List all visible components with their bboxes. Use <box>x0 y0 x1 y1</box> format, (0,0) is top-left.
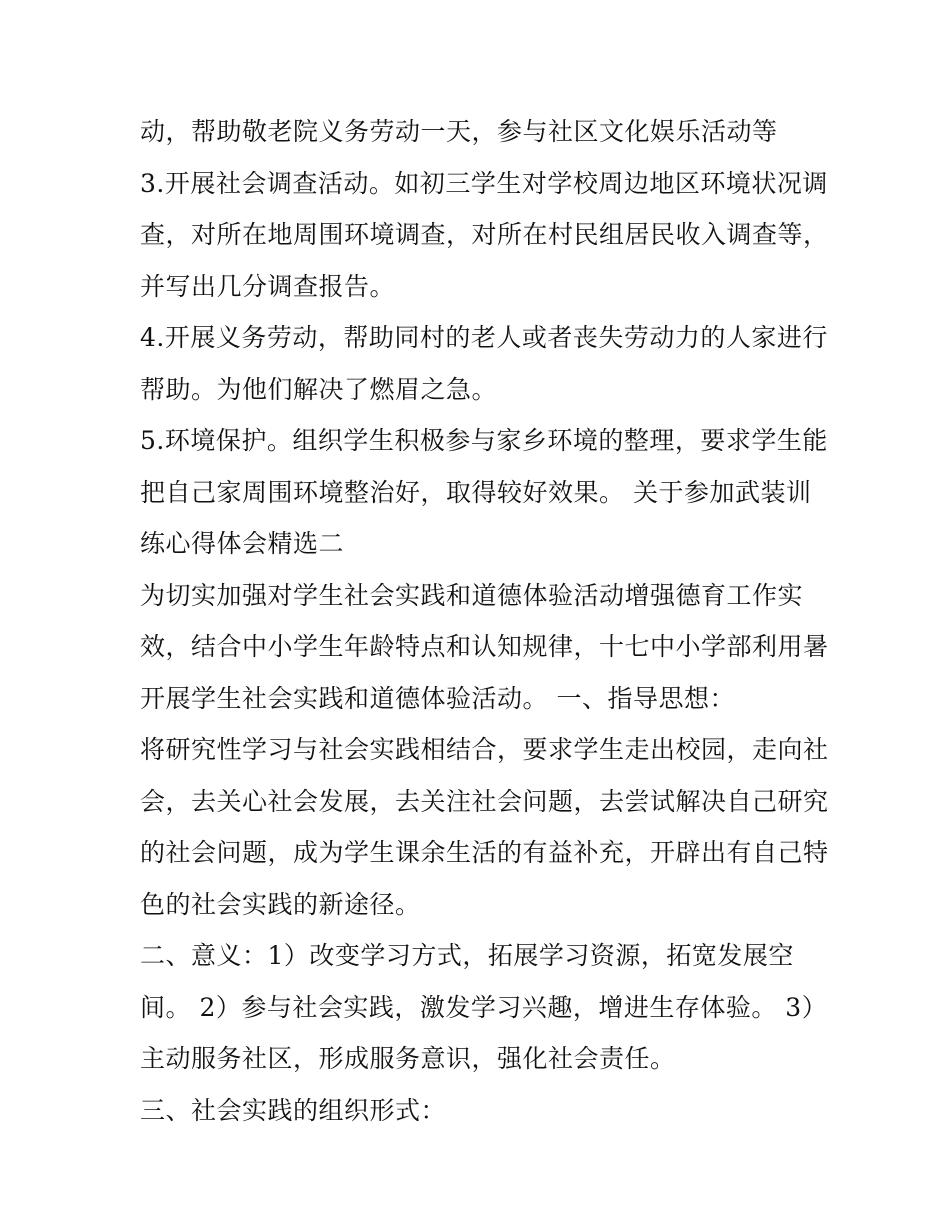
text-line: 将研究性学习与社会实践相结合，要求学生走出校园，走向社 <box>140 735 829 764</box>
text-line: 会，去关心社会发展，去关注社会问题，去尝试解决自己研究 <box>140 786 829 816</box>
text-line: 的社会问题，成为学生课余生活的有益补充，开辟出有自己特 <box>140 838 829 867</box>
text-line: 查，对所在地周围环境调查，对所在村民组居民收入调查等， <box>140 220 829 249</box>
text-line: 练心得体会精选二 <box>140 529 345 558</box>
text-line: 并写出几分调查报告。 <box>140 271 396 301</box>
text-line: 帮助。为他们解决了燃眉之急。 <box>140 374 498 404</box>
text-line: 5.环境保护。组织学生积极参与家乡环境的整理，要求学生能 <box>140 426 828 455</box>
text-line: 3.开展社会调查活动。如初三学生对学校周边地区环境状况调 <box>140 168 828 198</box>
text-line: 间。 2）参与社会实践，激发学习兴趣，增进生存体验。 3） <box>140 992 828 1022</box>
text-line: 把自己家周围环境整治好，取得较好效果。 关于参加武装训 <box>140 477 812 507</box>
document-body <box>140 106 829 1136</box>
text-line: 4.开展义务劳动，帮助同村的老人或者丧失劳动力的人家进行 <box>140 323 828 352</box>
text-line: 为切实加强对学生社会实践和道德体验活动增强德育工作实 <box>140 580 804 610</box>
text-line: 色的社会实践的新途径。 <box>140 889 421 919</box>
text-line: 动，帮助敬老院义务劳动一天，参与社区文化娱乐活动等 <box>140 117 778 146</box>
text-line: 主动服务社区，形成服务意识，强化社会责任。 <box>140 1044 676 1073</box>
text-line: 效，结合中小学生年龄特点和认知规律，十七中小学部利用暑 <box>140 632 829 661</box>
text-line: 开展学生社会实践和道德体验活动。 一、指导思想： <box>140 683 735 713</box>
text-line: 三、社会实践的组织形式： <box>140 1095 447 1125</box>
text-line: 二、意义：1）改变学习方式，拓展学习资源，拓宽发展空 <box>140 941 794 970</box>
